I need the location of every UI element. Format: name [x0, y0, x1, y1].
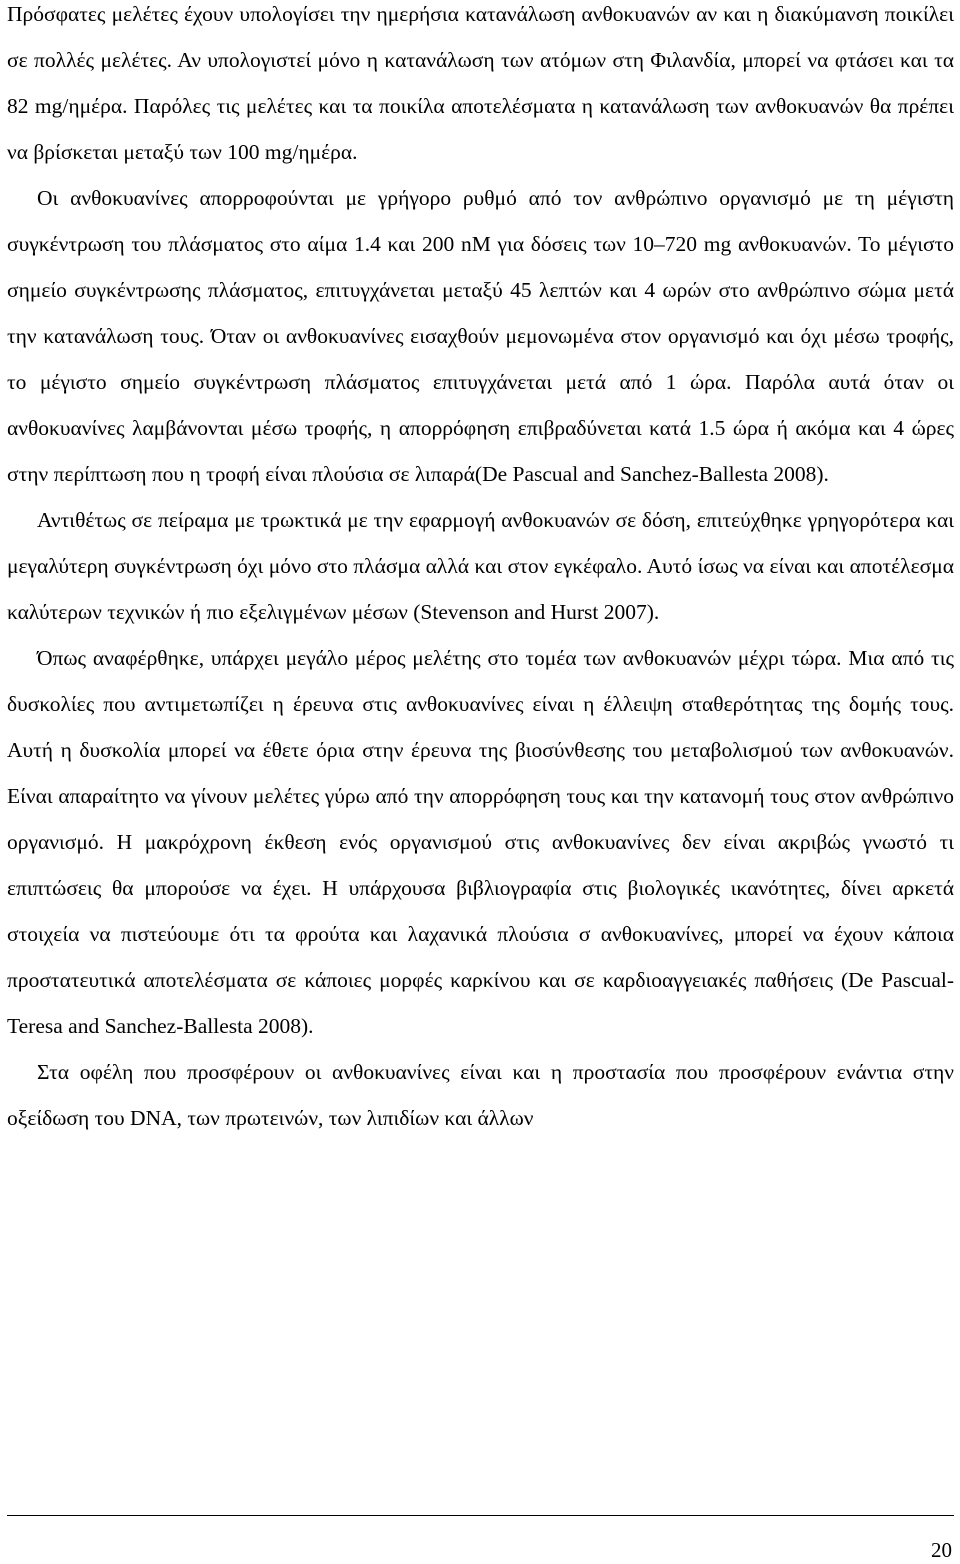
page-number: 20	[931, 1538, 952, 1562]
footer-divider	[7, 1515, 954, 1516]
paragraph-daily-consumption: Πρόσφατες μελέτες έχουν υπολογίσει την ημερήσια κατανάλωση ανθοκυανών αν και η διακύμανση ποικίλει σε πολλές μελέτες. Αν υπολογιστεί μόνο η κατανάλωση των ατόμων στη Φιλανδία, μπορεί να φτάσει και τα 82 mg/ημέρα. Παρόλες τις μελέτες και τα ποικίλα αποτελέσματα η κατανάλωση των ανθοκυανών θα πρέπει να βρίσκεται μεταξύ των 100 mg/ημέρα.	[7, 2, 954, 164]
document-body	[7, 0, 954, 1141]
paragraph-absorption: Οι ανθοκυανίνες απορροφούνται με γρήγορο ρυθμό από τον ανθρώπινο οργανισμό με τη μέγιστη συγκέντρωση του πλάσματος στο αίμα 1.4 και 200 nM για δόσεις των 10–720 mg ανθοκυανών. Το μέγιστο σημείο συγκέντρωσης πλάσματος, επιτυγχάνεται μεταξύ 45 λεπτών και 4 ωρών στο ανθρώπινο σώμα μετά την κατανάλωση τους. Όταν οι ανθοκυανίνες εισαχθούν μεμονωμένα στον οργανισμό και όχι μέσω τροφής, το μέγιστο σημείο συγκέντρωση πλάσματος επιτυγχάνεται μετά από 1 ώρα. Παρόλα αυτά όταν οι ανθοκυανίνες λαμβάνονται μέσω τροφής, η απορρόφηση επιβραδύνεται κατά 1.5 ώρα ή ακόμα και 4 ώρες στην περίπτωση που η τροφή είναι πλούσια σε λιπαρά(De Pascual and Sanchez-Ballesta 2008).	[7, 186, 954, 486]
paragraph-benefits: Στα οφέλη που προσφέρουν οι ανθοκυανίνες είναι και η προστασία που προσφέρουν ενάντια στην οξείδωση του DNA, των πρωτεινών, των λιπιδίων και άλλων	[7, 1060, 954, 1130]
paragraph-rodent-experiment: Αντιθέτως σε πείραμα με τρωκτικά με την εφαρμογή ανθοκυανών σε δόση, επιτεύχθηκε γρηγορότερα και μεγαλύτερη συγκέντρωση όχι μόνο στο πλάσμα αλλά και στον εγκέφαλο. Αυτό ίσως να είναι και αποτέλεσμα καλύτερων τεχνικών ή πιο εξελιγμένων μέσων (Stevenson and Hurst 2007).	[7, 508, 954, 624]
paragraph-research-difficulties: Όπως αναφέρθηκε, υπάρχει μεγάλο μέρος μελέτης στο τομέα των ανθοκυανών μέχρι τώρα. Μια από τις δυσκολίες που αντιμετωπίζει η έρευνα στις ανθοκυανίνες είναι η έλλειψη σταθερότητας της δομής τους. Αυτή η δυσκολία μπορεί να έθετε όρια στην έρευνα της βιοσύνθεσης του μεταβολισμού των ανθοκυανών. Είναι απαραίτητο να γίνουν μελέτες γύρω από την απορρόφηση τους και την κατανομή τους στον ανθρώπινο οργανισμό. Η μακρόχρονη έκθεση ενός οργανισμού στις ανθοκυανίνες δεν είναι ακριβώς γνωστό τι επιπτώσεις θα μπορούσε να έχει. Η υπάρχουσα βιβλιογραφία στις βιολογικές ικανότητες, δίνει αρκετά στοιχεία να πιστεύουμε ότι τα φρούτα και λαχανικά πλούσια σ ανθοκυανίνες, μπορεί να έχουν κάποια προστατευτικά αποτελέσματα σε κάποιες μορφές καρκίνου και σε καρδιοαγγειακές παθήσεις (De Pascual-Teresa and Sanchez-Ballesta 2008).	[7, 646, 954, 1038]
